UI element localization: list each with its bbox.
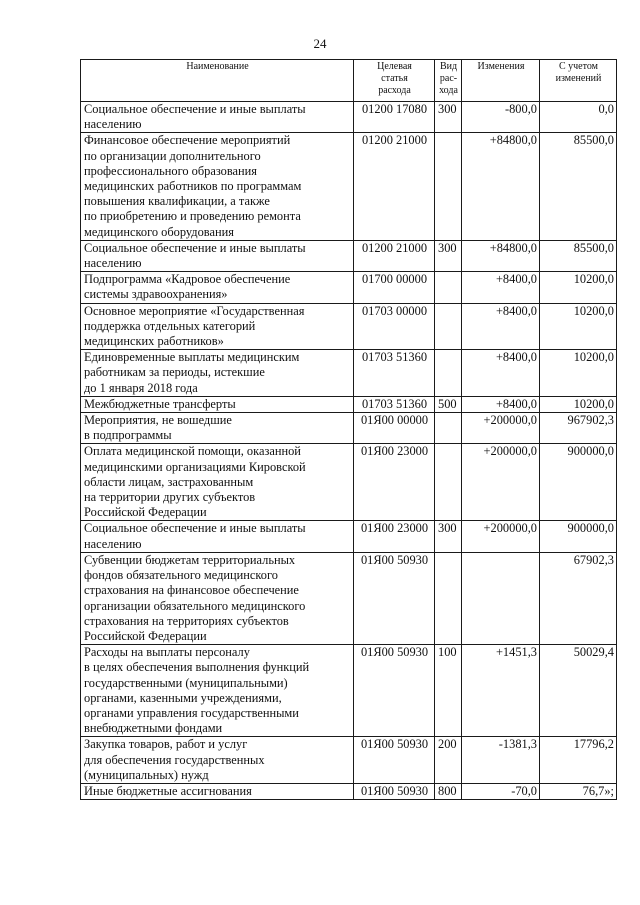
cell-expense-kind: 100: [435, 645, 462, 737]
cell-total: 10200,0: [540, 396, 617, 412]
cell-total: 900000,0: [540, 521, 617, 552]
cell-target-article: 01703 51360: [354, 396, 435, 412]
cell-total: 85500,0: [540, 133, 617, 240]
cell-target-article: 01200 21000: [354, 240, 435, 271]
cell-name: Подпрограмма «Кадровое обеспечение системы здравоохранения»: [81, 272, 354, 303]
budget-table: [80, 59, 617, 800]
cell-name: Социальное обеспечение и иные выплаты населению: [81, 240, 354, 271]
cell-change: +84800,0: [462, 133, 540, 240]
cell-name: Субвенции бюджетам территориальных фондов обязательного медицинского страхования на финансовое обеспечение организации обязательного медицинского страхования на территориях субъектов Российской Федерации: [81, 552, 354, 644]
cell-total: 10200,0: [540, 303, 617, 350]
table-row: [81, 783, 617, 799]
cell-expense-kind: [435, 444, 462, 521]
cell-expense-kind: [435, 133, 462, 240]
cell-change: +1451,3: [462, 645, 540, 737]
table-row: [81, 645, 617, 737]
cell-target-article: 01703 51360: [354, 350, 435, 397]
cell-change: +200000,0: [462, 521, 540, 552]
header-changes: Изменения: [462, 60, 540, 102]
table-row: [81, 102, 617, 133]
cell-name: Мероприятия, не вошедшие в подпрограммы: [81, 413, 354, 444]
cell-change: +8400,0: [462, 303, 540, 350]
cell-expense-kind: [435, 303, 462, 350]
cell-total: 17796,2: [540, 737, 617, 784]
cell-expense-kind: [435, 552, 462, 644]
cell-target-article: 01700 00000: [354, 272, 435, 303]
cell-total: 10200,0: [540, 272, 617, 303]
cell-total: 50029,4: [540, 645, 617, 737]
cell-total: 76,7»;: [540, 783, 617, 799]
cell-change: -1381,3: [462, 737, 540, 784]
cell-target-article: 01Я00 50930: [354, 645, 435, 737]
cell-name: Социальное обеспечение и иные выплаты населению: [81, 102, 354, 133]
cell-name: Оплата медицинской помощи, оказанной медицинскими организациями Кировской области лицам, застрахованным на территории других субъектов Российской Федерации: [81, 444, 354, 521]
header-name: Наименование: [81, 60, 354, 102]
cell-expense-kind: 200: [435, 737, 462, 784]
cell-change: +8400,0: [462, 396, 540, 412]
table-row: [81, 444, 617, 521]
cell-change: -70,0: [462, 783, 540, 799]
cell-name: Расходы на выплаты персоналу в целях обеспечения выполнения функций государственными (муниципальными) органами, казенными учреждениями, органами управления государственными внебюджетными фондами: [81, 645, 354, 737]
cell-change: +200000,0: [462, 444, 540, 521]
table-row: [81, 737, 617, 784]
cell-name: Иные бюджетные ассигнования: [81, 783, 354, 799]
cell-expense-kind: 300: [435, 102, 462, 133]
table-row: [81, 303, 617, 350]
cell-change: +200000,0: [462, 413, 540, 444]
cell-expense-kind: [435, 350, 462, 397]
cell-expense-kind: 500: [435, 396, 462, 412]
table-header-row: [81, 60, 617, 102]
cell-target-article: 01Я00 50930: [354, 737, 435, 784]
cell-name: Закупка товаров, работ и услуг для обеспечения государственных (муниципальных) нужд: [81, 737, 354, 784]
page-number: 24: [313, 36, 327, 51]
cell-change: +84800,0: [462, 240, 540, 271]
cell-name: Основное мероприятие «Государственная поддержка отдельных категорий медицинских работников»: [81, 303, 354, 350]
cell-expense-kind: [435, 413, 462, 444]
cell-target-article: 01Я00 23000: [354, 444, 435, 521]
table-row: [81, 133, 617, 240]
cell-change: [462, 552, 540, 644]
cell-target-article: 01200 17080: [354, 102, 435, 133]
cell-target-article: 01703 00000: [354, 303, 435, 350]
header-total-with-changes: С учетом изменений: [540, 60, 617, 102]
cell-target-article: 01Я00 50930: [354, 552, 435, 644]
cell-change: +8400,0: [462, 272, 540, 303]
cell-name: Межбюджетные трансферты: [81, 396, 354, 412]
cell-expense-kind: [435, 272, 462, 303]
table-row: [81, 240, 617, 271]
table-row: [81, 521, 617, 552]
table-row: [81, 396, 617, 412]
cell-name: Единовременные выплаты медицинским работникам за периоды, истекшие до 1 января 2018 года: [81, 350, 354, 397]
cell-total: 10200,0: [540, 350, 617, 397]
cell-name: Социальное обеспечение и иные выплаты населению: [81, 521, 354, 552]
table-row: [81, 552, 617, 644]
cell-target-article: 01Я00 00000: [354, 413, 435, 444]
header-expense-kind: Вид рас- хода: [435, 60, 462, 102]
cell-target-article: 01Я00 23000: [354, 521, 435, 552]
cell-expense-kind: 300: [435, 521, 462, 552]
table-body: [81, 102, 617, 800]
cell-total: 0,0: [540, 102, 617, 133]
cell-name: Финансовое обеспечение мероприятий по организации дополнительного профессионального образования медицинских работников по программам повышения квалификации, а также по приобретению и проведению ремонта медицинского оборудования: [81, 133, 354, 240]
cell-total: 67902,3: [540, 552, 617, 644]
table-row: [81, 350, 617, 397]
table-row: [81, 413, 617, 444]
cell-target-article: 01200 21000: [354, 133, 435, 240]
cell-total: 900000,0: [540, 444, 617, 521]
cell-expense-kind: 800: [435, 783, 462, 799]
header-target-article: Целевая статья расхода: [354, 60, 435, 102]
cell-change: -800,0: [462, 102, 540, 133]
cell-target-article: 01Я00 50930: [354, 783, 435, 799]
cell-total: 967902,3: [540, 413, 617, 444]
cell-change: +8400,0: [462, 350, 540, 397]
table-row: [81, 272, 617, 303]
cell-total: 85500,0: [540, 240, 617, 271]
cell-expense-kind: 300: [435, 240, 462, 271]
